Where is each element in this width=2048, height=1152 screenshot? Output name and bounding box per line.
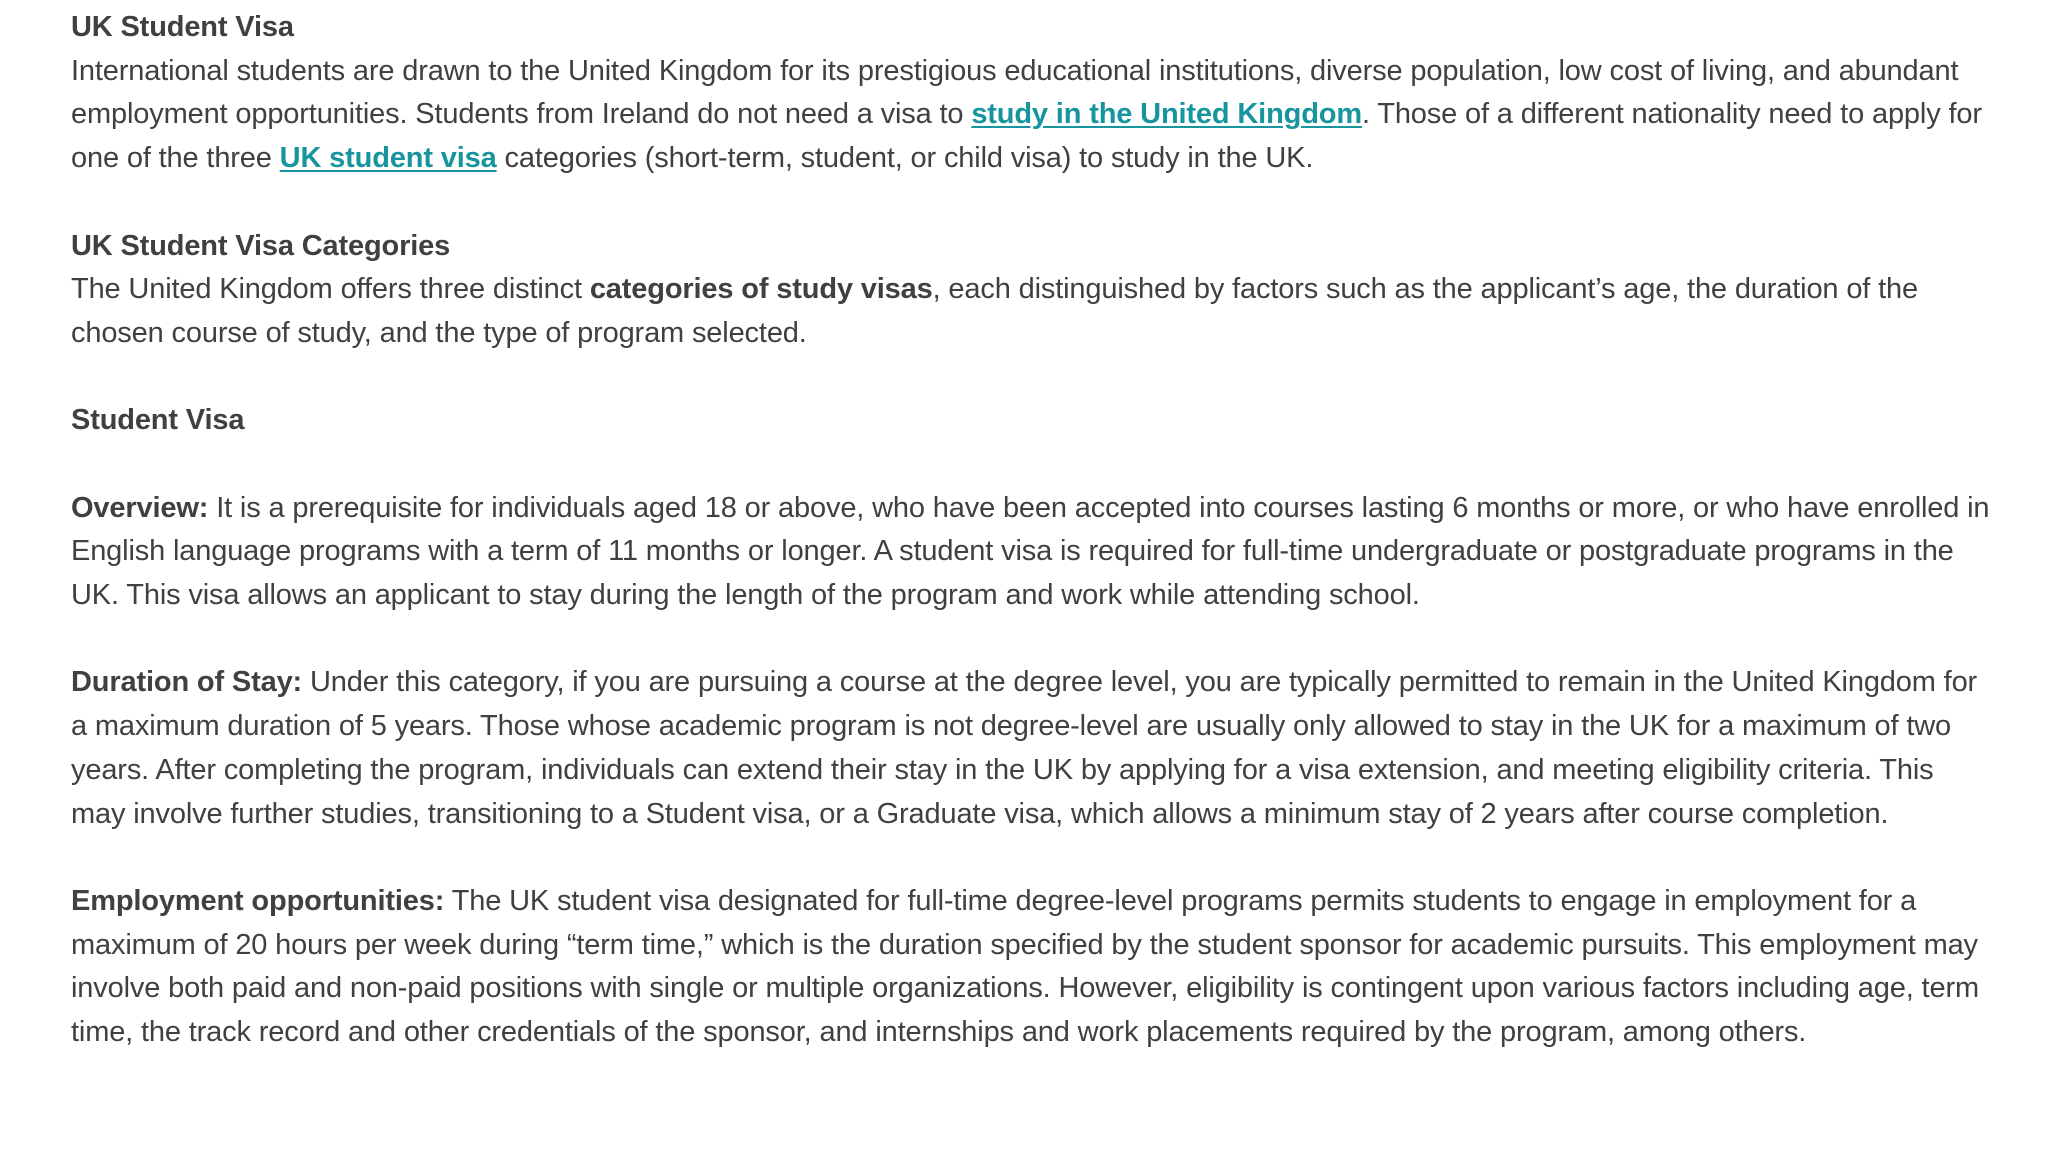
section-heading: UK Student Visa <box>71 11 294 43</box>
paragraph-text: , each distinguished by factors such as the applicant’s age, the duration of the chosen course of study, and the type of program selected. <box>71 273 1918 349</box>
paragraph <box>71 268 1991 355</box>
paragraph-label: Duration of Stay: <box>71 666 303 699</box>
paragraph <box>71 661 1991 836</box>
paragraph-text: International students are drawn to the United Kingdom for its prestigious educational institutions, diverse population, low cost of living, and abundant employment opportunities. Students from Ireland do not need a visa to <box>71 54 1959 131</box>
section-heading: Student Visa <box>71 404 245 437</box>
study-in-uk-link[interactable]: study in the United Kingdom <box>971 98 1362 131</box>
paragraph <box>71 880 1991 1055</box>
paragraph-text: The United Kingdom offers three distinct <box>71 273 590 306</box>
section-uk-student-visa <box>71 6 1991 181</box>
section-visa-categories <box>71 225 1991 356</box>
paragraph-text: It is a prerequisite for individuals aged 18 or above, who have been accepted into courses lasting 6 months or more, or who have enrolled in English language programs with a term of 11 months or longer. A student visa is required for full-time undergraduate or postgraduate programs in the UK. This visa allows an applicant to stay during the length of the program and work while attending school. <box>71 491 1990 612</box>
paragraph-text: Under this category, if you are pursuing a course at the degree level, you are typically permitted to remain in the United Kingdom for a maximum duration of 5 years. Those whose academic program is not degree-level are usually only allowed to stay in the UK for a maximum of two years. After completing the program, individuals can extend their stay in the UK by applying for a visa extension, and meeting eligibility criteria. This may involve further studies, transitioning to a Student visa, or a Graduate visa, which allows a minimum stay of 2 years after course completion. <box>71 666 1978 830</box>
section-student-visa <box>71 399 1991 443</box>
section-overview <box>71 487 1991 618</box>
uk-student-visa-link[interactable]: UK student visa <box>279 142 497 175</box>
paragraph-text: . Those of a different nationality need to apply for one of the three <box>71 98 1982 175</box>
section-employment-opportunities <box>71 880 1991 1055</box>
document-body <box>71 6 1991 1098</box>
paragraph-label: Overview: <box>71 491 209 524</box>
paragraph-text: categories (short-term, student, or child visa) to study in the UK. <box>496 142 1314 175</box>
paragraph-label: Employment opportunities: <box>71 884 445 917</box>
section-duration-of-stay <box>71 661 1991 836</box>
emphasis-text: categories of study visas <box>589 273 933 306</box>
paragraph <box>71 50 1991 181</box>
paragraph <box>71 487 1991 618</box>
section-heading: UK Student Visa Categories <box>71 229 451 262</box>
paragraph-text: The UK student visa designated for full-time degree-level programs permits students to engage in employment for a maximum of 20 hours per week during “term time,” which is the duration specified by the student sponsor for academic pursuits. This employment may involve both paid and non-paid positions with single or multiple organizations. However, eligibility is contingent upon various factors including age, term time, the track record and other credentials of the sponsor, and internships and work placements required by the program, among others. <box>71 884 1979 1049</box>
